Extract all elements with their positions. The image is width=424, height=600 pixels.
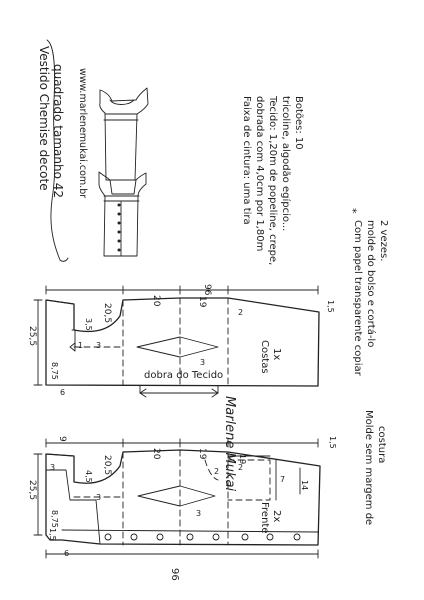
button-mark <box>267 534 273 540</box>
front-dim-dart-2: 3 <box>196 509 202 518</box>
seam-note-line-1: Molde sem margem de <box>363 410 374 526</box>
seam-note-line-2: costura <box>376 426 387 464</box>
button-mark <box>242 534 248 540</box>
back-dim-bust-offset: 8,75 <box>50 362 59 380</box>
front-dim-width: 25,5 <box>27 480 37 501</box>
front-dim-armhole: 4,5 <box>84 470 93 483</box>
front-dim-pocket-depth: 19 <box>238 454 247 465</box>
svg-text:2x: 2x <box>271 510 282 523</box>
dress-sketch-front <box>99 172 146 256</box>
back-dim-dart: 3 <box>96 341 102 350</box>
front-dim-neck: 3 <box>50 463 56 472</box>
dress-sketch-back <box>100 88 148 180</box>
button-mark <box>105 534 111 540</box>
instructions-line-1: Com papel transparente copiar <box>352 220 363 376</box>
back-dim-dart-2: 3 <box>200 358 206 367</box>
asterisk: * <box>346 208 359 214</box>
button-mark <box>213 534 219 540</box>
instructions-line-2: molde do bolso e cortá-lo <box>365 220 376 348</box>
svg-text:1x: 1x <box>271 348 282 361</box>
svg-text:Marlene Mukai: Marlene Mukai <box>222 396 237 492</box>
back-dim-width: 25,5 <box>27 326 37 347</box>
back-dim-mid: 20 <box>151 295 161 307</box>
front-pattern-piece <box>34 439 320 558</box>
button-mark <box>157 534 163 540</box>
seam-allowance-note <box>363 410 387 525</box>
back-dim-hem-corner: 2 <box>238 308 244 317</box>
front-dim-pocket-num: 14 <box>300 480 309 491</box>
notes-line-1: Faixa de cintura: uma tira <box>241 96 252 225</box>
svg-text:www.marlenemukai.com.br: www.marlenemukai.com.br <box>77 68 88 199</box>
instructions-line-3: 2 vezes. <box>378 220 389 262</box>
copy-instructions <box>346 208 389 377</box>
front-dim-hem-corner: 2 <box>238 463 244 472</box>
notes-line-5: Botões: 10 <box>293 96 304 150</box>
website <box>77 68 88 198</box>
front-dim-mid: 20 <box>151 448 161 460</box>
button-mark <box>187 534 193 540</box>
front-piece-label <box>259 502 282 533</box>
front-buttons <box>105 534 300 540</box>
back-dim-hem-offset: 6 <box>60 388 66 397</box>
front-dim-hem-rise: 1,5 <box>328 436 337 449</box>
back-dim-neck: 1 <box>78 341 84 350</box>
back-dim-hem-rise: 1,5 <box>326 300 335 313</box>
notes-line-4: tricoline, algodão egípcio... <box>280 96 291 232</box>
front-dim-upper: 20,5 <box>102 455 112 476</box>
notes-line-3: Tecido: 1,20m de popeline, crepe, <box>267 96 278 266</box>
back-dim-total: 96 <box>202 284 212 296</box>
front-dim-total: 96 <box>169 568 180 581</box>
back-dim-armhole: 3,5 <box>84 318 93 331</box>
button-mark <box>294 534 300 540</box>
front-dim-shoulder: 9 <box>57 436 67 442</box>
pattern-title <box>37 46 65 198</box>
front-dim-placket: 1,5 <box>48 528 57 541</box>
signature <box>222 396 237 491</box>
back-piece-label <box>259 340 282 374</box>
title-line-1: Vestido Chemise decote <box>37 46 51 191</box>
front-dim-dart: 3 <box>96 493 102 502</box>
back-dim-hip: 19 <box>197 296 207 308</box>
front-dim-hem-offset: 6 <box>64 549 70 558</box>
button-mark <box>131 534 137 540</box>
fabric-notes <box>241 95 304 265</box>
back-dim-upper: 20,5 <box>102 303 112 324</box>
svg-text:Costas: Costas <box>259 340 270 374</box>
front-dim-pocket-small: 2 <box>214 467 220 476</box>
svg-text:Frente: Frente <box>259 502 270 534</box>
front-dim-bust-offset: 8,75 <box>50 510 59 528</box>
back-waist-dart <box>137 337 218 357</box>
front-dim-pocket-width: 7 <box>280 475 286 484</box>
front-waist-dart <box>138 486 215 506</box>
title-line-2: quadrado tamanho 42 <box>51 64 65 198</box>
front-placket-line <box>62 530 318 532</box>
back-fold-label: dobra do Tecido <box>144 370 224 381</box>
notes-line-2: dobrada com 4,0cm por 1,80m <box>254 96 265 252</box>
front-dim-hip: 19 <box>197 448 207 460</box>
